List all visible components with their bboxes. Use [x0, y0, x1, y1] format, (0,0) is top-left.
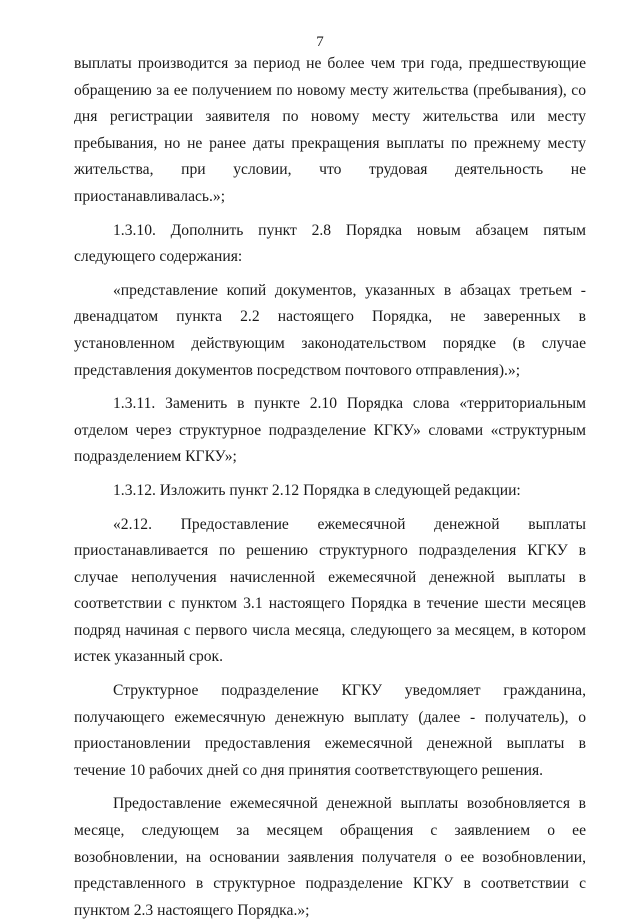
page-number: 7 [316, 34, 324, 50]
paragraph-item-1-3-11: 1.3.11. Заменить в пункте 2.10 Порядка слова «территориальным отделом через структурное подразделение КГКУ» словами «структурным подразделением КГКУ»; [74, 395, 586, 466]
paragraph-quote-2-12: «2.12. Предоставление ежемесячной денежной выплаты приостанавливается по решению структурного подразделения КГКУ в случае неполучения начисленной ежемесячной денежной выплаты в соответствии с пунктом 3.1 настоящего Порядка в течение шести месяцев подряд начиная с первого числа месяца, следующего за месяцем, в котором истек указанный срок. [74, 515, 586, 666]
document-body [74, 51, 586, 924]
paragraph-notification: Структурное подразделение КГКУ уведомляет гражданина, получающего ежемесячную денежную выплату (далее - получатель), о приостановлении предоставления ежемесячной денежной выплаты в течение 10 рабочих дней со дня принятия соответствующего решения. [74, 682, 586, 779]
paragraph-item-1-3-12: 1.3.12. Изложить пункт 2.12 Порядка в следующей редакции: [113, 481, 521, 499]
paragraph-continuation: выплаты производится за период не более чем три года, предшествующие обращению за ее получением по новому месту жительства (пребывания), со дня регистрации заявителя по новому месту жительства или месту пребывания, но не ранее даты прекращения выплаты по прежнему месту жительства, при условии, что трудовая деятельность не приостанавливалась.»; [74, 55, 586, 205]
paragraph-quote-new-abzac: «представление копий документов, указанных в абзацах третьем - двенадцатом пункта 2.2 настоящего Порядка, не заверенных в установленном действующим законодательством порядке (в случае представления документов посредством почтового отправления).»; [74, 281, 586, 379]
paragraph-item-1-3-10: 1.3.10. Дополнить пункт 2.8 Порядка новым абзацем пятым следующего содержания: [74, 221, 586, 266]
paragraph-resumption: Предоставление ежемесячной денежной выплаты возобновляется в месяце, следующем за месяцем обращения с заявлением о ее возобновлении, на основании заявления получателя о ее возобновлении, представленного в структурное подразделение КГКУ в соответствии с пунктом 2.3 настоящего Порядка.»; [74, 795, 586, 919]
